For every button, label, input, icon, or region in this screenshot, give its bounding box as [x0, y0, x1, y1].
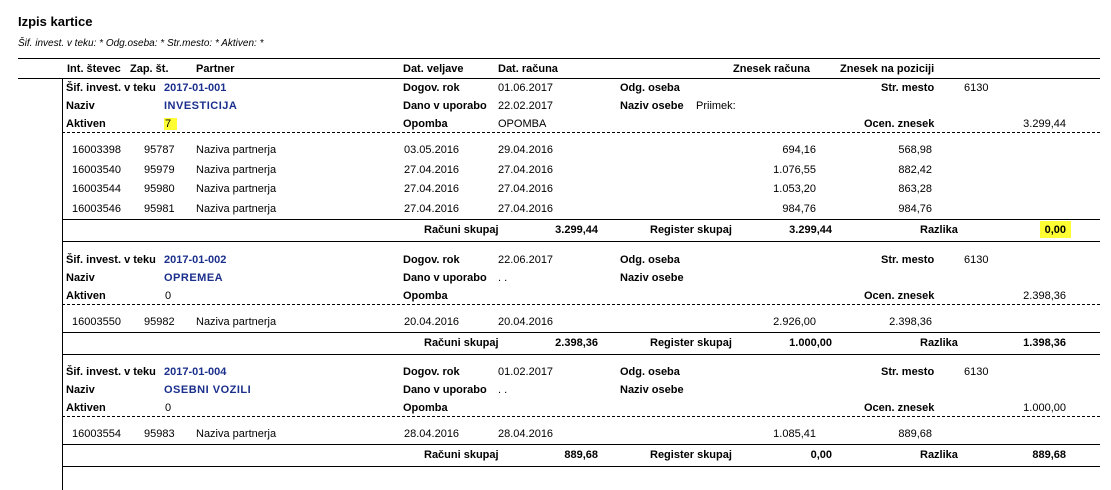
- row-dat-veljave: 27.04.2016: [404, 164, 460, 176]
- label-dogov-rok: Dogov. rok: [403, 254, 460, 266]
- row-zap-st: 95979: [144, 164, 175, 176]
- totals-rule: [62, 219, 1100, 220]
- row-dat-racuna: 27.04.2016: [498, 183, 554, 195]
- top-rule: [18, 58, 1100, 59]
- label-naziv: Naziv: [66, 100, 95, 112]
- row-znesek-racuna: 2.926,00: [773, 316, 816, 328]
- row-znesek-racuna: 984,76: [782, 203, 816, 215]
- row-dat-veljave: 28.04.2016: [404, 428, 460, 440]
- dashed-separator: [62, 132, 1100, 133]
- label-aktiven: Aktiven: [66, 118, 106, 130]
- label-register-skupaj: Register skupaj: [650, 224, 732, 236]
- dogov-rok-value: 01.06.2017: [498, 82, 554, 94]
- row-int-stevec: 16003544: [72, 183, 121, 195]
- row-zap-st: 95982: [144, 316, 175, 328]
- row-znesek-poz: 882,42: [898, 164, 932, 176]
- label-ocen-znesek: Ocen. znesek: [864, 290, 935, 302]
- register-skupaj-value: 1.000,00: [789, 337, 832, 349]
- row-znesek-poz: 889,68: [898, 428, 932, 440]
- row-int-stevec: 16003540: [72, 164, 121, 176]
- label-racuni-skupaj: Računi skupaj: [424, 337, 499, 349]
- dashed-separator: [62, 416, 1100, 417]
- label-naziv-osebe: Naziv osebe: [620, 384, 684, 396]
- dashed-separator: [62, 304, 1100, 305]
- row-dat-racuna: 20.04.2016: [498, 316, 554, 328]
- row-znesek-racuna: 1.076,55: [773, 164, 816, 176]
- row-zap-st: 95981: [144, 203, 175, 215]
- col-znesek-racuna: Znesek računa: [733, 63, 811, 75]
- label-str-mesto: Str. mesto: [881, 82, 935, 94]
- label-racuni-skupaj: Računi skupaj: [424, 224, 499, 236]
- dano-v-uporabo-value: 22.02.2017: [498, 100, 554, 112]
- row-int-stevec: 16003550: [72, 316, 121, 328]
- row-znesek-racuna: 1.053,20: [773, 183, 816, 195]
- row-dat-veljave: 20.04.2016: [404, 316, 460, 328]
- str-mesto-value: 6130: [964, 366, 989, 378]
- totals-rule: [62, 332, 1100, 333]
- register-skupaj-value: 3.299,44: [789, 224, 832, 236]
- col-int-stevec: Int. števec: [67, 63, 121, 75]
- report-title: Izpis kartice: [18, 14, 93, 29]
- label-sif: Šif. invest. v teku: [66, 254, 156, 266]
- label-register-skupaj: Register skupaj: [650, 449, 732, 461]
- row-dat-veljave: 27.04.2016: [404, 203, 460, 215]
- label-naziv-osebe: Naziv osebe: [620, 272, 684, 284]
- report-filters: Šif. invest. v teku: * Odg.oseba: * Str.mesto: * Aktiven: *: [18, 38, 264, 49]
- ocen-znesek-value: 1.000,00: [1023, 402, 1066, 414]
- col-dat-racuna: Dat. računa: [498, 63, 558, 75]
- row-dat-veljave: 03.05.2016: [404, 144, 460, 156]
- dogov-rok-value: 22.06.2017: [498, 254, 554, 266]
- label-sif: Šif. invest. v teku: [66, 82, 156, 94]
- label-sif: Šif. invest. v teku: [66, 366, 156, 378]
- label-naziv: Naziv: [66, 384, 95, 396]
- label-opomba: Opomba: [403, 290, 448, 302]
- label-dano-v-uporabo: Dano v uporabo: [403, 272, 487, 284]
- row-int-stevec: 16003546: [72, 203, 121, 215]
- aktiven-value: 7: [164, 118, 177, 130]
- sif-value: 2017-01-001: [164, 82, 227, 94]
- dogov-rok-value: 01.02.2017: [498, 366, 554, 378]
- str-mesto-value: 6130: [964, 82, 989, 94]
- label-dano-v-uporabo: Dano v uporabo: [403, 100, 487, 112]
- label-naziv: Naziv: [66, 272, 95, 284]
- sif-value: 2017-01-002: [164, 254, 227, 266]
- col-zap-st: Zap. št.: [130, 63, 169, 75]
- col-dat-veljave: Dat. veljave: [403, 63, 464, 75]
- row-dat-racuna: 27.04.2016: [498, 164, 554, 176]
- razlika-value: 889,68: [1032, 449, 1066, 461]
- naziv-value: OSEBNI VOZILI: [164, 384, 252, 396]
- dano-v-uporabo-value: . .: [498, 384, 508, 396]
- aktiven-value: 0: [165, 290, 172, 302]
- label-opomba: Opomba: [403, 402, 448, 414]
- row-zap-st: 95983: [144, 428, 175, 440]
- row-zap-st: 95980: [144, 183, 175, 195]
- row-znesek-poz: 984,76: [898, 203, 932, 215]
- dano-v-uporabo-value: . .: [498, 272, 508, 284]
- label-aktiven: Aktiven: [66, 290, 106, 302]
- racuni-skupaj-value: 889,68: [564, 449, 598, 461]
- aktiven-value: 0: [165, 402, 172, 414]
- label-razlika: Razlika: [920, 224, 958, 236]
- row-dat-racuna: 28.04.2016: [498, 428, 554, 440]
- label-str-mesto: Str. mesto: [881, 254, 935, 266]
- opomba-value: OPOMBA: [498, 118, 547, 130]
- group-end-rule: [62, 466, 1100, 467]
- row-znesek-poz: 2.398,36: [889, 316, 932, 328]
- sif-value: 2017-01-004: [164, 366, 227, 378]
- row-znesek-poz: 863,28: [898, 183, 932, 195]
- col-partner: Partner: [196, 63, 235, 75]
- ocen-znesek-value: 2.398,36: [1023, 290, 1066, 302]
- naziv-osebe-value: Priimek:: [696, 100, 736, 112]
- razlika-value: 1.398,36: [1023, 337, 1066, 349]
- col-znesek-na-poziciji: Znesek na poziciji: [840, 63, 935, 75]
- header-rule: [18, 78, 1100, 79]
- row-partner: Naziva partnerja: [196, 316, 277, 328]
- label-opomba: Opomba: [403, 118, 448, 130]
- label-odg-oseba: Odg. oseba: [620, 82, 680, 94]
- left-border: [62, 78, 63, 490]
- label-naziv-osebe: Naziv osebe: [620, 100, 684, 112]
- label-ocen-znesek: Ocen. znesek: [864, 402, 935, 414]
- razlika-value: 0,00: [1044, 224, 1066, 236]
- register-skupaj-value: 0,00: [810, 449, 832, 461]
- group-end-rule: [62, 354, 1100, 355]
- row-dat-racuna: 27.04.2016: [498, 203, 554, 215]
- label-odg-oseba: Odg. oseba: [620, 254, 680, 266]
- row-zap-st: 95787: [144, 144, 175, 156]
- label-dano-v-uporabo: Dano v uporabo: [403, 384, 487, 396]
- racuni-skupaj-value: 3.299,44: [555, 224, 598, 236]
- row-dat-racuna: 29.04.2016: [498, 144, 554, 156]
- label-racuni-skupaj: Računi skupaj: [424, 449, 499, 461]
- row-int-stevec: 16003554: [72, 428, 121, 440]
- label-aktiven: Aktiven: [66, 402, 106, 414]
- row-partner: Naziva partnerja: [196, 144, 277, 156]
- row-partner: Naziva partnerja: [196, 183, 277, 195]
- naziv-value: INVESTICIJA: [164, 100, 238, 112]
- totals-rule: [62, 444, 1100, 445]
- label-odg-oseba: Odg. oseba: [620, 366, 680, 378]
- row-partner: Naziva partnerja: [196, 164, 277, 176]
- row-znesek-poz: 568,98: [898, 144, 932, 156]
- row-int-stevec: 16003398: [72, 144, 121, 156]
- ocen-znesek-value: 3.299,44: [1023, 118, 1066, 130]
- row-znesek-racuna: 1.085,41: [773, 428, 816, 440]
- row-partner: Naziva partnerja: [196, 203, 277, 215]
- label-razlika: Razlika: [920, 449, 958, 461]
- label-dogov-rok: Dogov. rok: [403, 366, 460, 378]
- racuni-skupaj-value: 2.398,36: [555, 337, 598, 349]
- label-ocen-znesek: Ocen. znesek: [864, 118, 935, 130]
- label-dogov-rok: Dogov. rok: [403, 82, 460, 94]
- naziv-value: OPREMEA: [164, 272, 224, 284]
- label-razlika: Razlika: [920, 337, 958, 349]
- str-mesto-value: 6130: [964, 254, 989, 266]
- label-str-mesto: Str. mesto: [881, 366, 935, 378]
- row-znesek-racuna: 694,16: [782, 144, 816, 156]
- label-register-skupaj: Register skupaj: [650, 337, 732, 349]
- row-partner: Naziva partnerja: [196, 428, 277, 440]
- row-dat-veljave: 27.04.2016: [404, 183, 460, 195]
- group-end-rule: [62, 241, 1100, 242]
